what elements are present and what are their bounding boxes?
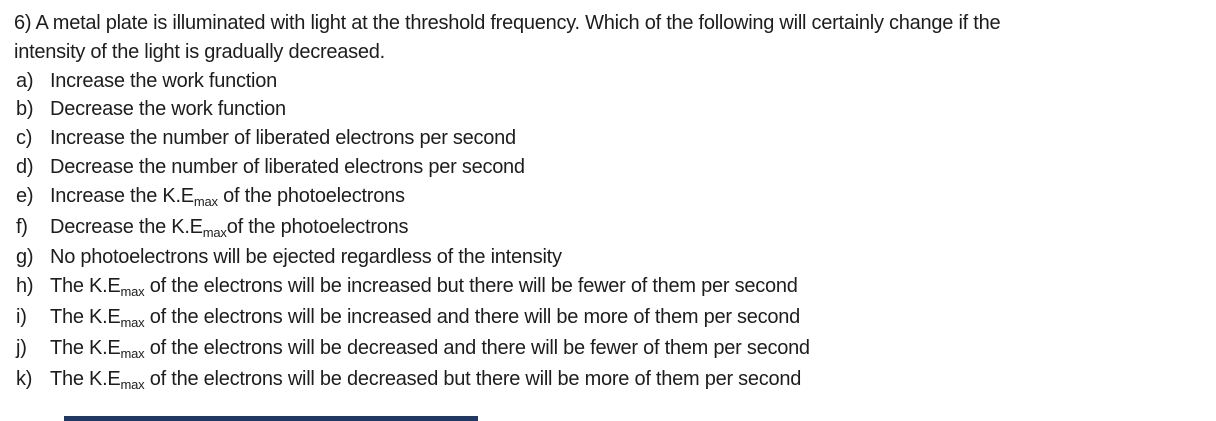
option-text-segment: Decrease the K.E (50, 215, 203, 238)
option-text-segment: Increase the K.E (50, 184, 194, 207)
option-row-c (16, 124, 1200, 153)
subscript-text: max (193, 193, 218, 209)
option-text-segment: Decrease the number of liberated electrons per second (50, 155, 525, 178)
option-text-segment: of the electrons will be increased and there will be more of them per second (144, 305, 801, 328)
option-row-f (16, 213, 1200, 244)
option-text (50, 272, 798, 303)
question-block (0, 9, 1200, 395)
option-text (50, 182, 405, 213)
option-text (50, 95, 286, 124)
option-text (50, 334, 810, 365)
option-text (50, 303, 800, 334)
option-text-segment: Decrease the work function (50, 98, 286, 121)
option-row-e (16, 182, 1200, 213)
option-text (50, 124, 516, 153)
option-row-g (16, 243, 1200, 272)
option-text (50, 67, 277, 96)
option-text (50, 365, 801, 396)
subscript-text: max (120, 376, 145, 392)
option-letter: a) (16, 69, 34, 92)
option-text-segment: The K.E (50, 367, 121, 390)
bottom-edge-bar (64, 416, 478, 421)
option-letter: d) (16, 155, 34, 178)
option-row-k (16, 365, 1200, 396)
option-letter: b) (16, 98, 34, 121)
question-stem (0, 9, 1200, 67)
option-text-segment: of the electrons will be increased but there will be fewer of them per second (144, 275, 798, 298)
option-text-segment: of the photoelectrons (217, 184, 405, 207)
option-text (50, 153, 525, 182)
options-list (0, 67, 1200, 396)
option-letter: g) (16, 246, 34, 269)
option-row-b (16, 95, 1200, 124)
option-letter: e) (16, 184, 34, 207)
option-text-segment: Increase the work function (50, 69, 277, 92)
option-text-segment: The K.E (50, 305, 121, 328)
option-letter: j) (16, 336, 27, 359)
subscript-text: max (120, 345, 145, 361)
option-text (50, 213, 408, 244)
subscript-text: max (120, 314, 145, 330)
question-line-2: intensity of the light is gradually decreased. (14, 40, 385, 63)
option-letter: i) (16, 305, 27, 328)
option-text-segment: of the electrons will be decreased and there will be fewer of them per second (144, 336, 810, 359)
option-text-segment: The K.E (50, 275, 121, 298)
option-text-segment: The K.E (50, 336, 121, 359)
option-text-segment: Increase the number of liberated electrons per second (50, 127, 516, 150)
option-row-a (16, 67, 1200, 96)
option-text-segment: No photoelectrons will be ejected regardless of the intensity (50, 246, 562, 269)
option-letter: h) (16, 275, 34, 298)
option-text-segment: of the photoelectrons (226, 215, 409, 238)
option-text-segment: of the electrons will be decreased but there will be more of them per second (144, 367, 802, 390)
option-row-d (16, 153, 1200, 182)
subscript-text: max (120, 284, 145, 300)
option-row-h (16, 272, 1200, 303)
option-text (50, 243, 562, 272)
question-line-1: 6) A metal plate is illuminated with light at the threshold frequency. Which of the following will certainly change if the (14, 12, 1001, 34)
option-letter: f) (16, 215, 28, 238)
option-letter: k) (16, 367, 33, 390)
subscript-text: max (202, 224, 227, 240)
option-letter: c) (16, 127, 33, 150)
option-row-i (16, 303, 1200, 334)
option-row-j (16, 334, 1200, 365)
